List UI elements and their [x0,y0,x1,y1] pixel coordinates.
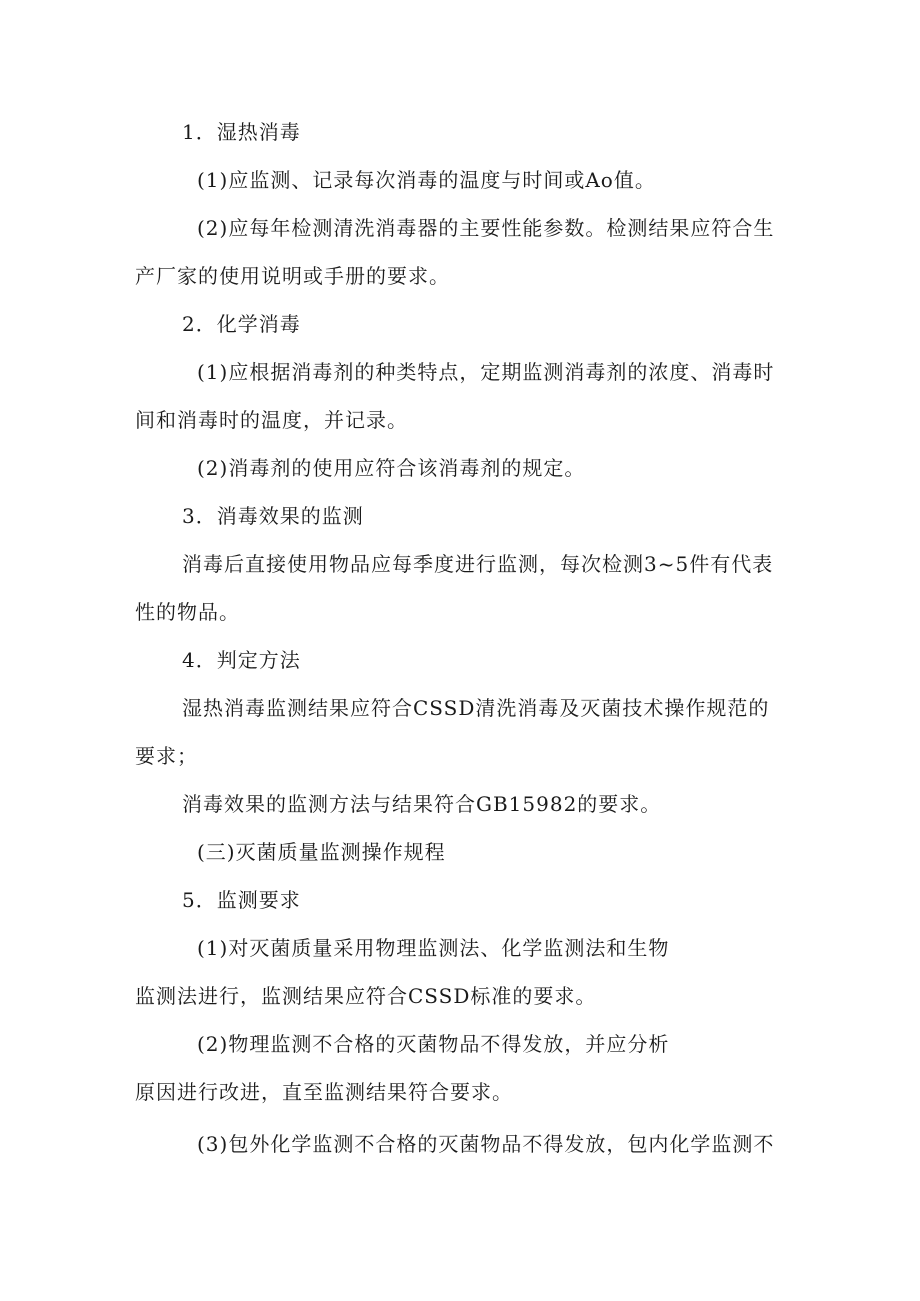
paragraph-line: 原因进行改进，直至监测结果符合要求。 [135,1080,513,1104]
paragraph-line: (1)对灭菌质量采用物理监测法、化学监测法和生物 [197,936,670,960]
heading-disinfection-effect-monitoring: 3．消毒效果的监测 [182,504,364,528]
paragraph-line: 要求； [135,744,198,768]
paragraph-line: 监测法进行，监测结果应符合CSSD标准的要求。 [135,984,597,1008]
paragraph-line: 消毒效果的监测方法与结果符合GB15982的要求。 [182,792,662,816]
paragraph-line: (3)包外化学监测不合格的灭菌物品不得发放，包内化学监测不 [197,1132,775,1156]
heading-moist-heat-disinfection: 1．湿热消毒 [182,120,301,144]
paragraph-line: (1)应根据消毒剂的种类特点，定期监测消毒剂的浓度、消毒时 [197,360,775,384]
paragraph-line: (2)消毒剂的使用应符合该消毒剂的规定。 [197,456,586,480]
heading-sterilization-quality-procedure: (三)灭菌质量监测操作规程 [197,840,446,864]
paragraph-line: (1)应监测、记录每次消毒的温度与时间或Ao值。 [197,168,656,192]
heading-chemical-disinfection: 2．化学消毒 [182,312,301,336]
paragraph-line: (2)物理监测不合格的灭菌物品不得发放，并应分析 [197,1032,670,1056]
paragraph-line: 性的物品。 [135,600,240,624]
heading-judgment-method: 4．判定方法 [182,648,301,672]
paragraph-line: 产厂家的使用说明或手册的要求。 [135,264,450,288]
paragraph-line: 间和消毒时的温度，并记录。 [135,408,408,432]
heading-monitoring-requirements: 5．监测要求 [182,888,301,912]
paragraph-line: 湿热消毒监测结果应符合CSSD清洗消毒及灭菌技术操作规范的 [182,696,770,720]
paragraph-line: 消毒后直接使用物品应每季度进行监测，每次检测3~5件有代表 [182,552,774,576]
paragraph-line: (2)应每年检测清洗消毒器的主要性能参数。检测结果应符合生 [197,216,775,240]
